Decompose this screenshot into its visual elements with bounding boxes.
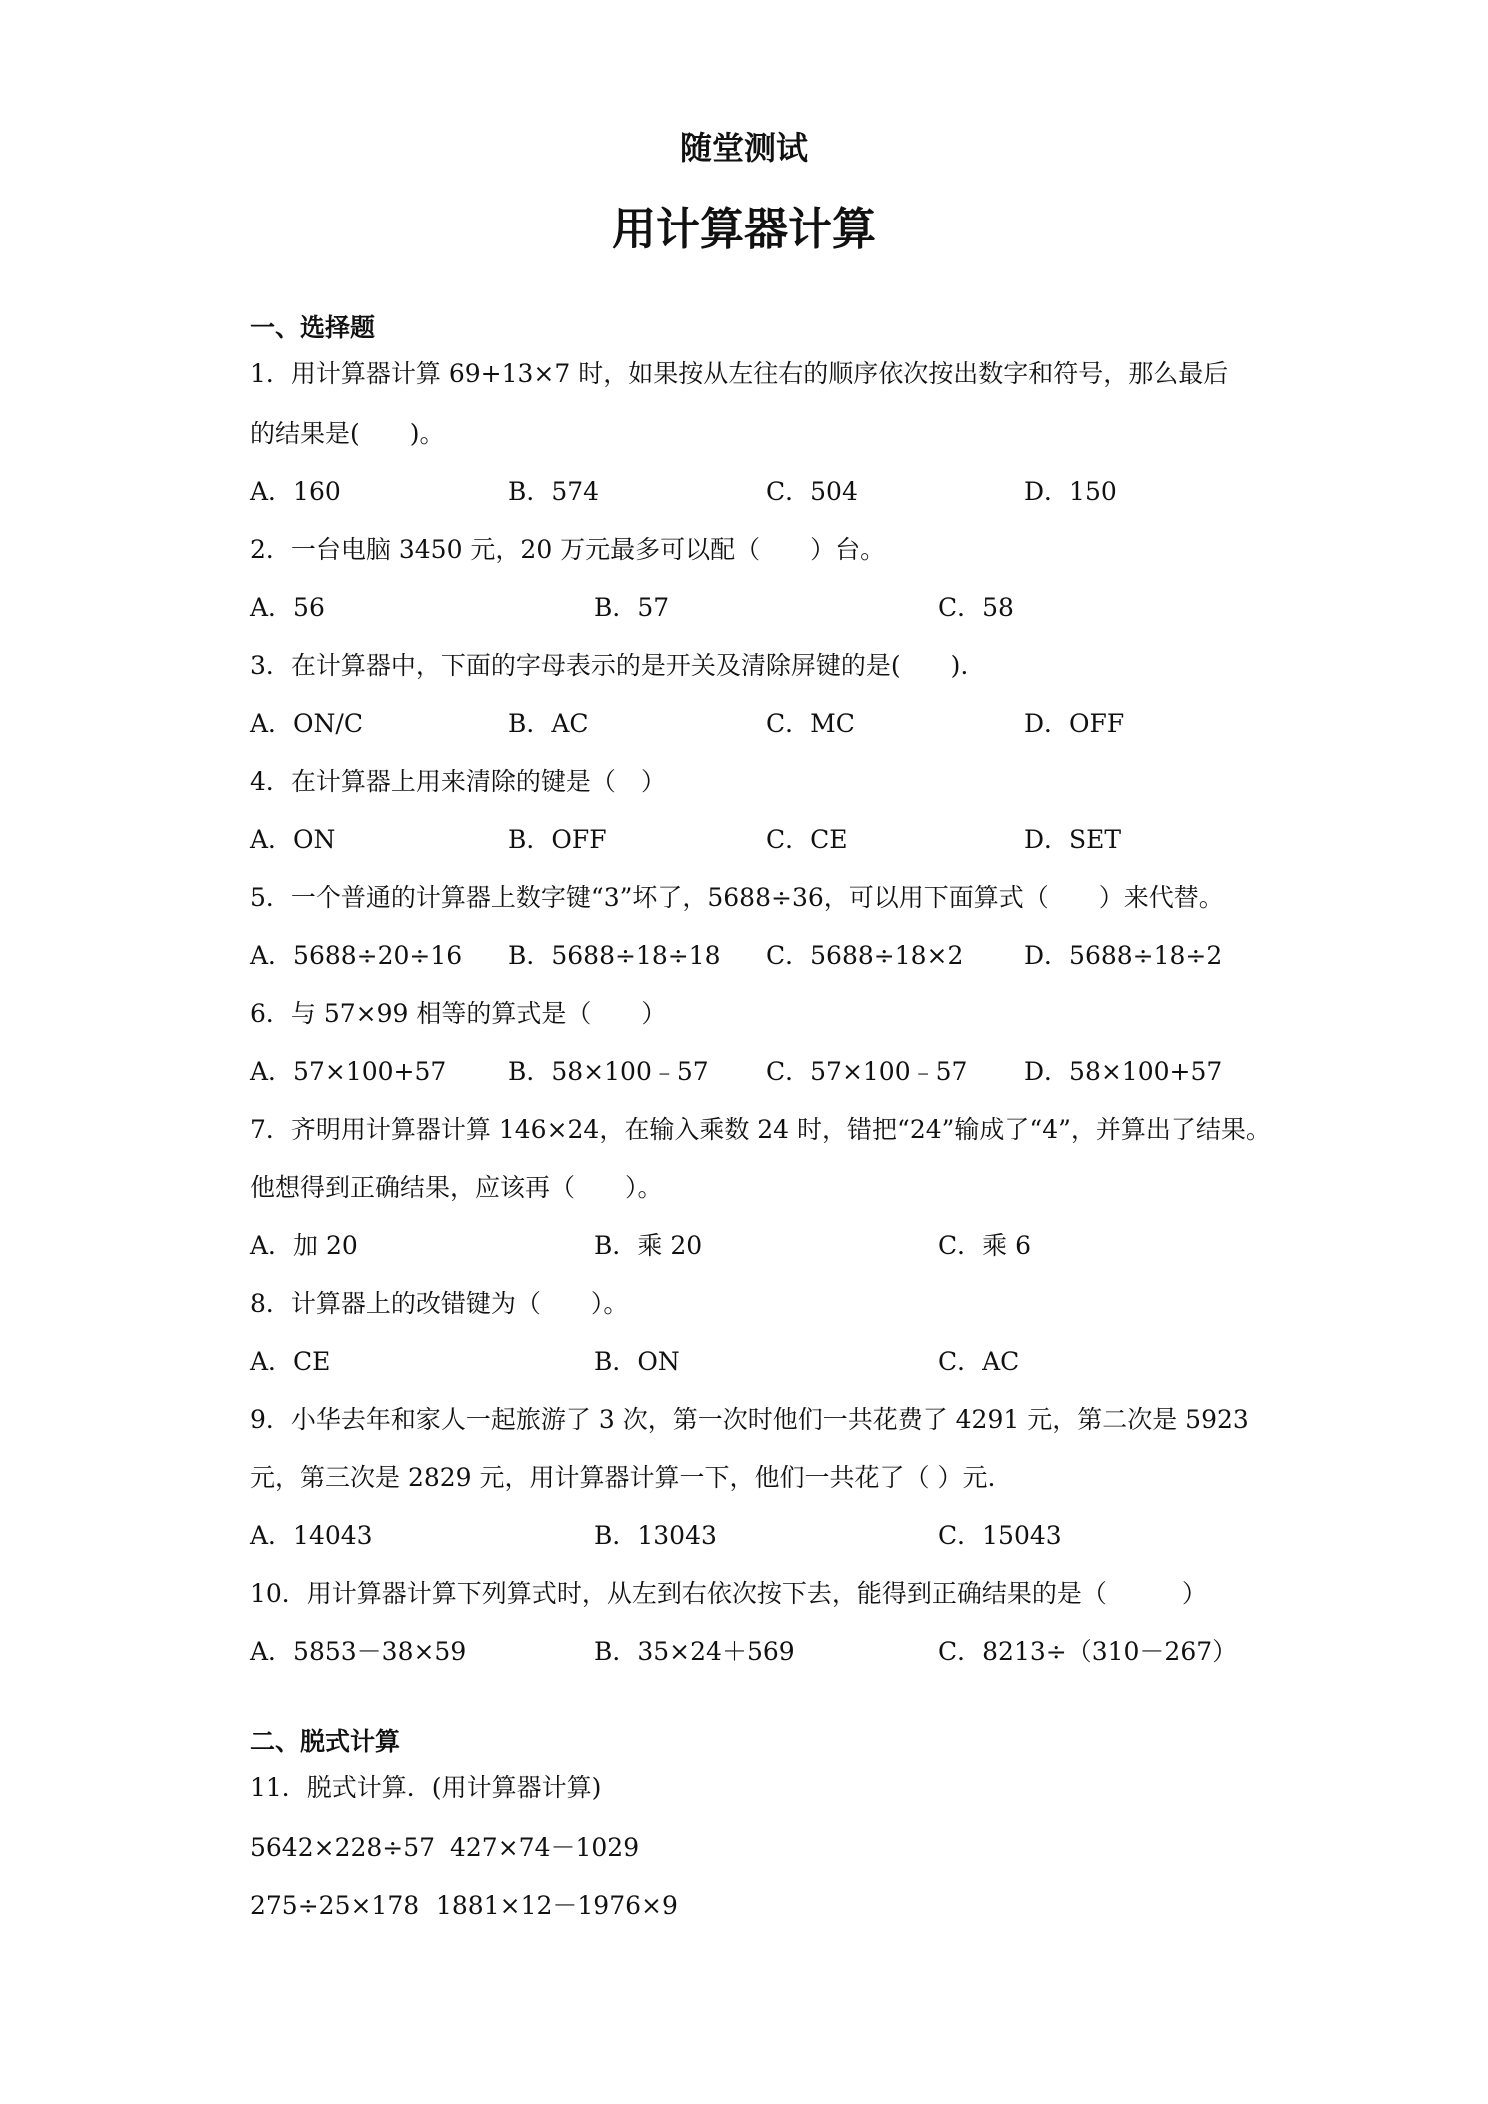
question-9-text-line2: 元，第三次是 2829 元，用计算器计算一下，他们一共花了（ ）元. (250, 1463, 996, 1492)
question-1-option-d: D．150 (1024, 477, 1117, 506)
question-8-option-b: B．ON (594, 1347, 680, 1376)
question-3-option-c: C．MC (766, 709, 855, 738)
question-1-text: 1．用计算器计算 69+13×7 时，如果按从左往右的顺序依次按出数字和符号，那么最后 (250, 359, 1229, 388)
question-3-option-a: A．ON/C (250, 709, 363, 738)
question-5-option-c: C．5688÷18×2 (766, 941, 964, 970)
question-9-option-c: C．15043 (938, 1521, 1062, 1550)
question-8-text: 8．计算器上的改错键为（ ）。 (250, 1289, 629, 1318)
expression-1: 5642×228÷57 (250, 1833, 436, 1862)
question-2-option-b: B．57 (594, 593, 670, 622)
question-11-text: 11．脱式计算．(用计算器计算) (250, 1773, 602, 1802)
question-6-option-d: D．58×100+57 (1024, 1057, 1223, 1086)
question-7-text-line2: 他想得到正确结果，应该再（ ）。 (250, 1173, 663, 1202)
question-4-text: 4．在计算器上用来清除的键是（ ） (250, 767, 666, 796)
question-9-text: 9．小华去年和家人一起旅游了 3 次，第一次时他们一共花费了 4291 元，第二次是 5923 (250, 1405, 1249, 1434)
question-6-text: 6．与 57×99 相等的算式是（ ） (250, 999, 667, 1028)
question-3-option-b: B．AC (508, 709, 589, 738)
question-7-option-b: B．乘 20 (594, 1231, 703, 1260)
question-7-option-a: A．加 20 (250, 1231, 358, 1260)
question-9-option-a: A．14043 (250, 1521, 373, 1550)
question-4-option-d: D．SET (1024, 825, 1122, 854)
page-subtitle: 随堂测试 (679, 129, 808, 167)
question-2-text: 2．一台电脑 3450 元，20 万元最多可以配（ ）台。 (250, 535, 886, 564)
question-1-option-c: C．504 (766, 477, 858, 506)
question-4-option-a: A．ON (250, 825, 336, 854)
question-5-text: 5．一个普通的计算器上数字键“3”坏了，5688÷36，可以用下面算式（ ）来代替。 (250, 883, 1224, 912)
question-8-option-c: C．AC (938, 1347, 1020, 1376)
question-5-option-a: A．5688÷20÷16 (250, 941, 463, 970)
question-4-option-c: C．CE (766, 825, 848, 854)
question-6-option-c: C．57×100﹣57 (766, 1057, 968, 1086)
question-9-option-b: B．13043 (594, 1521, 717, 1550)
section-heading-2: 二、脱式计算 (250, 1727, 401, 1756)
question-3-text: 3．在计算器中，下面的字母表示的是开关及清除屏键的是( ). (250, 651, 969, 680)
question-10-text: 10．用计算器计算下列算式时，从左到右依次按下去，能得到正确结果的是（ ） (250, 1579, 1207, 1608)
page-title: 用计算器计算 (612, 204, 876, 255)
question-1-option-b: B．574 (508, 477, 600, 506)
question-5-option-b: B．5688÷18÷18 (508, 941, 721, 970)
expression-2: 427×74－1029 (450, 1833, 640, 1862)
question-7-text: 7．齐明用计算器计算 146×24，在输入乘数 24 时，错把“24”输成了“4”，并算出了结果。 (250, 1115, 1271, 1144)
question-8-option-a: A．CE (250, 1347, 331, 1376)
question-10-option-a: A．5853－38×59 (250, 1637, 467, 1666)
question-2-option-c: C．58 (938, 593, 1014, 622)
question-4-option-b: B．OFF (508, 825, 607, 854)
question-6-option-a: A．57×100+57 (250, 1057, 447, 1086)
question-5-option-d: D．5688÷18÷2 (1024, 941, 1223, 970)
expression-4: 1881×12－1976×9 (436, 1891, 678, 1920)
question-3-option-d: D．OFF (1024, 709, 1125, 738)
question-10-option-b: B．35×24＋569 (594, 1637, 795, 1666)
expression-3: 275÷25×178 (250, 1891, 420, 1920)
question-1-text-line2: 的结果是( )。 (250, 419, 445, 448)
question-7-option-c: C．乘 6 (938, 1231, 1031, 1260)
question-1-option-a: A．160 (250, 477, 341, 506)
question-10-option-c: C．8213÷（310－267） (938, 1637, 1238, 1666)
section-heading: 一、选择题 (250, 313, 376, 342)
question-6-option-b: B．58×100﹣57 (508, 1057, 709, 1086)
question-2-option-a: A．56 (250, 593, 325, 622)
